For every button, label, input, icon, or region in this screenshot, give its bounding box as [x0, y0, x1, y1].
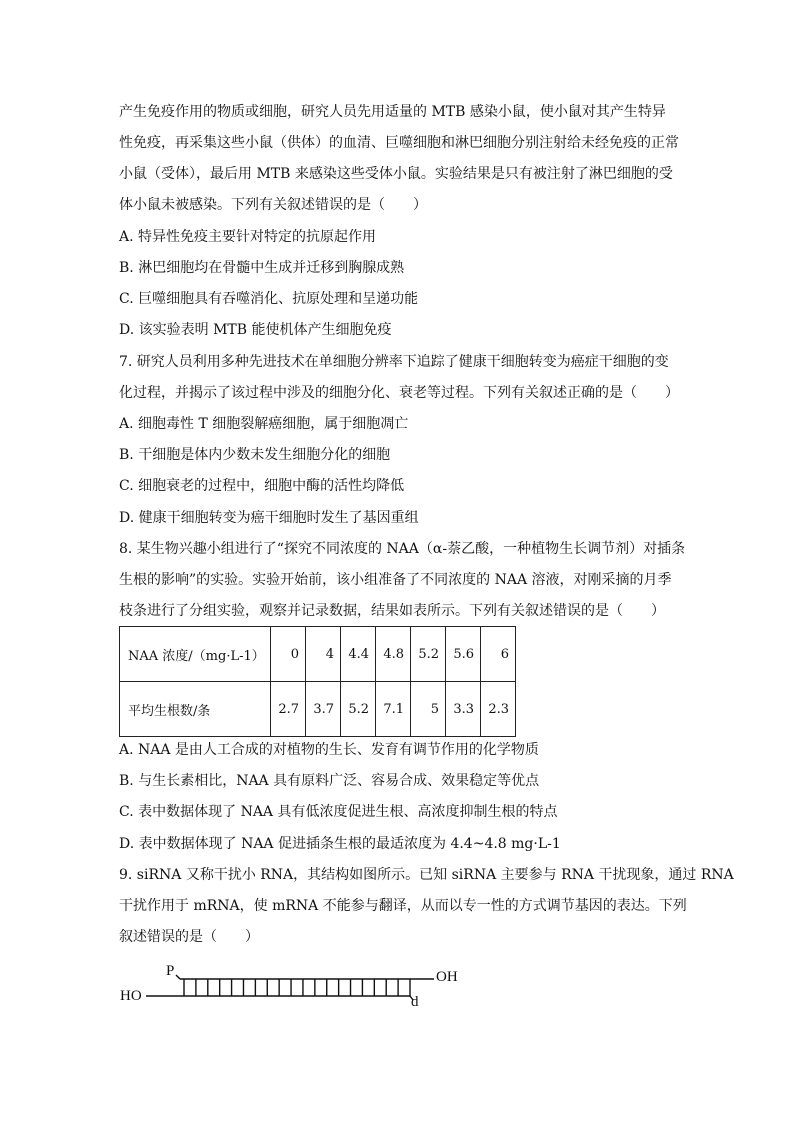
table-cell: 5.6: [446, 627, 481, 682]
q7-option-c: C. 细胞衰老的过程中，细胞中酶的活性均降低: [119, 478, 405, 494]
table-cell: 2.3: [481, 682, 516, 737]
phosphate-link: [176, 975, 180, 979]
table-header-root-count: 平均生根数/条: [120, 682, 271, 737]
q9-stem-line-3: 叙述错误的是（ ）: [119, 929, 259, 945]
table-cell: 3.7: [306, 682, 341, 737]
q6-option-d: D. 该实验表明 MTB 能使机体产生细胞免疫: [119, 322, 392, 338]
q8-option-b: B. 与生长素相比，NAA 具有原料广泛、容易合成、效果稳定等优点: [119, 773, 540, 789]
q8-option-d: D. 表中数据体现了 NAA 促进插条生根的最适浓度为 4.4~4.8 mg·L-1: [119, 836, 561, 852]
q7-stem-line-1: 7. 研究人员利用多种先进技术在单细胞分辨率下追踪了健康干细胞转变为癌症干细胞的变: [119, 354, 669, 370]
q8-option-c: C. 表中数据体现了 NAA 具有低浓度促进生根、高浓度抑制生根的特点: [119, 804, 558, 820]
q6-option-a: A. 特异性免疫主要针对特定的抗原起作用: [119, 229, 377, 245]
q6-stem-line-1: 产生免疫作用的物质或细胞，研究人员先用适量的 MTB 感染小鼠，使小鼠对其产生特异: [119, 104, 666, 120]
label-ho: HO: [120, 988, 142, 1004]
q7-stem-line-2: 化过程，并揭示了该过程中涉及的细胞分化、衰老等过程。下列有关叙述正确的是（ ）: [119, 385, 679, 401]
table-cell: 4.8: [376, 627, 411, 682]
q6-option-c: C. 巨噬细胞具有吞噬消化、抗原处理和呈递功能: [119, 291, 419, 307]
table-cell: 5.2: [411, 627, 446, 682]
table-cell: 4: [306, 627, 341, 682]
table-cell: 6: [481, 627, 516, 682]
sirna-structure-diagram: [118, 958, 478, 1008]
q8-option-a: A. NAA 是由人工合成的对植物的生长、发育有调节作用的化学物质: [119, 742, 539, 758]
label-d: d: [411, 994, 419, 1008]
q6-option-b: B. 淋巴细胞均在骨髓中生成并迁移到胸腺成熟: [119, 260, 405, 276]
q6-stem-line-3: 小鼠（受体），最后用 MTB 来感染这些受体小鼠。实验结果是只有被注射了淋巴细胞的受: [119, 166, 673, 182]
table-row-root-count: [120, 682, 516, 737]
table-cell: 0: [271, 627, 306, 682]
table-header-concentration: NAA 浓度/（mg·L-1）: [120, 627, 271, 682]
q7-option-d: D. 健康干细胞转变为癌干细胞时发生了基因重组: [119, 510, 419, 526]
table-row-concentration: [120, 627, 516, 682]
q7-option-a: A. 细胞毒性 T 细胞裂解癌细胞，属于细胞凋亡: [119, 416, 409, 432]
sirna-double-strand: [146, 975, 434, 1000]
table-cell: 4.4: [341, 627, 376, 682]
table-cell: 3.3: [446, 682, 481, 737]
table-cell: 5.2: [341, 682, 376, 737]
q6-stem-line-2: 性免疫，再采集这些小鼠（供体）的血清、巨噬细胞和淋巴细胞分别注射给未经免疫的正常: [119, 135, 679, 151]
naa-data-table: [119, 626, 516, 737]
label-p: P: [166, 963, 175, 979]
table-cell: 2.7: [271, 682, 306, 737]
q9-stem-line-2: 干扰作用于 mRNA，使 mRNA 不能参与翻译，从而以专一性的方式调节基因的表达。下列: [119, 898, 687, 914]
table-cell: 5: [411, 682, 446, 737]
q7-option-b: B. 干细胞是体内少数未发生细胞分化的细胞: [119, 447, 391, 463]
q8-stem-line-1: 8. 某生物兴趣小组进行了“探究不同浓度的 NAA（α-萘乙酸，一种植物生长调节剂）对插条: [119, 541, 686, 557]
label-oh: OH: [436, 969, 458, 985]
q8-stem-line-3: 枝条进行了分组实验，观察并记录数据，结果如表所示。下列有关叙述错误的是（ ）: [119, 603, 665, 619]
q8-stem-line-2: 生根的影响”的实验。实验开始前，该小组准备了不同浓度的 NAA 溶液，对刚采摘的月季: [119, 572, 672, 588]
q6-stem-line-4: 体小鼠未被感染。下列有关叙述错误的是（ ）: [119, 197, 427, 213]
table-cell: 7.1: [376, 682, 411, 737]
q9-stem-line-1: 9. siRNA 又称干扰小 RNA，其结构如图所示。已知 siRNA 主要参与 RNA 干扰现象，通过 RNA: [119, 867, 734, 883]
